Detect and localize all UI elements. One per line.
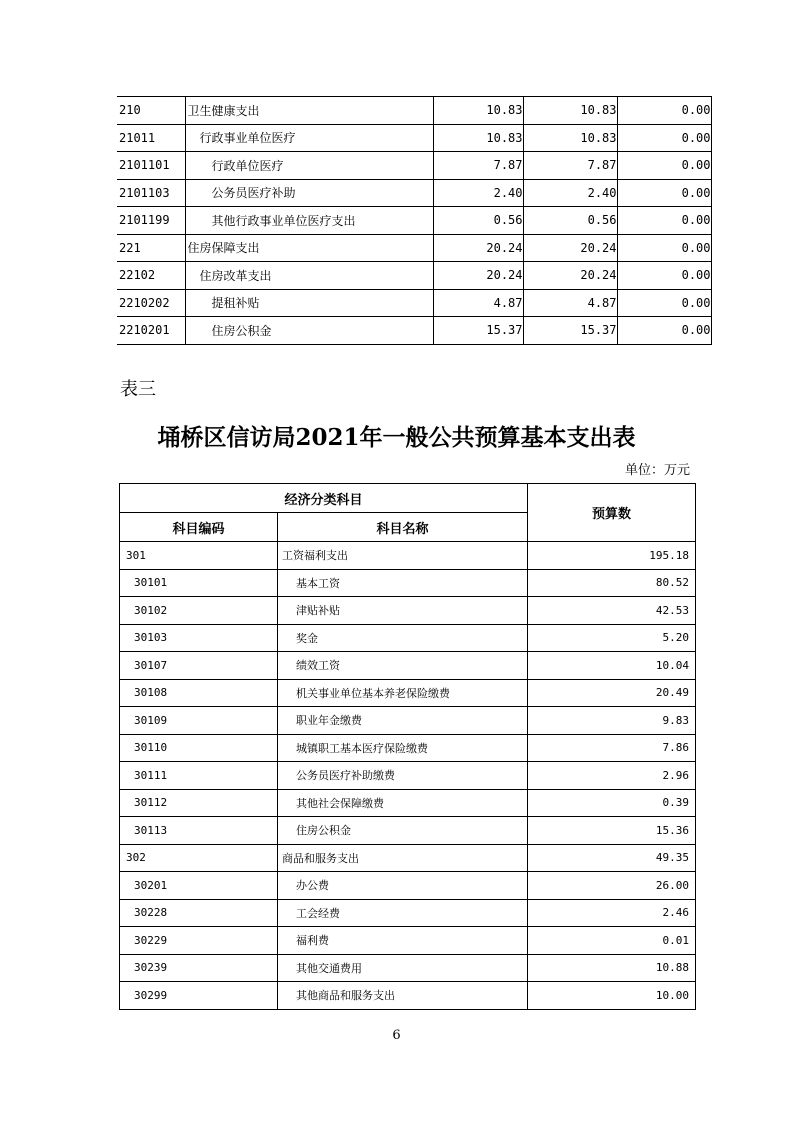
table-row xyxy=(120,954,696,982)
subject-code: 30299 xyxy=(120,982,278,1010)
section-label: 表三 xyxy=(120,379,156,400)
table-row xyxy=(120,762,696,790)
subject-name: 卫生健康支出 xyxy=(185,97,433,125)
subject-code: 30111 xyxy=(120,762,278,790)
budget-amount: 9.83 xyxy=(528,707,696,735)
subject-code: 30229 xyxy=(120,927,278,955)
subject-code: 302 xyxy=(120,844,278,872)
subject-name: 福利费 xyxy=(278,927,528,955)
table-row xyxy=(117,262,711,290)
amount-basic: 2.40 xyxy=(523,179,617,207)
subject-name: 住房改革支出 xyxy=(185,262,433,290)
table-row xyxy=(117,207,711,235)
subject-code: 301 xyxy=(120,542,278,570)
budget-amount: 0.01 xyxy=(528,927,696,955)
table-row xyxy=(120,899,696,927)
header-economic-classification: 经济分类科目 xyxy=(120,484,528,513)
header-subject-code: 科目编码 xyxy=(120,513,278,542)
amount-project: 0.00 xyxy=(617,317,711,345)
budget-amount: 0.39 xyxy=(528,789,696,817)
budget-amount: 80.52 xyxy=(528,569,696,597)
budget-amount: 26.00 xyxy=(528,872,696,900)
table-row xyxy=(120,734,696,762)
budget-amount: 10.88 xyxy=(528,954,696,982)
subject-name: 住房公积金 xyxy=(278,817,528,845)
subject-name: 机关事业单位基本养老保险缴费 xyxy=(278,679,528,707)
table-row xyxy=(120,597,696,625)
amount-total: 2.40 xyxy=(433,179,523,207)
subject-name: 公务员医疗补助 xyxy=(185,179,433,207)
amount-total: 0.56 xyxy=(433,207,523,235)
subject-code: 2101101 xyxy=(117,152,185,180)
amount-project: 0.00 xyxy=(617,234,711,262)
amount-total: 20.24 xyxy=(433,234,523,262)
subject-code: 30103 xyxy=(120,624,278,652)
budget-amount: 7.86 xyxy=(528,734,696,762)
unit-label: 单位：万元 xyxy=(624,463,690,478)
subject-code: 30101 xyxy=(120,569,278,597)
subject-name: 工资福利支出 xyxy=(278,542,528,570)
amount-project: 0.00 xyxy=(617,152,711,180)
table-row xyxy=(117,97,711,125)
table-row xyxy=(120,927,696,955)
subject-code: 30108 xyxy=(120,679,278,707)
subject-name: 其他社会保障缴费 xyxy=(278,789,528,817)
subject-name: 办公费 xyxy=(278,872,528,900)
budget-amount: 2.46 xyxy=(528,899,696,927)
budget-amount: 5.20 xyxy=(528,624,696,652)
subject-code: 221 xyxy=(117,234,185,262)
table-row xyxy=(117,124,711,152)
subject-name: 津贴补贴 xyxy=(278,597,528,625)
subject-code: 22102 xyxy=(117,262,185,290)
subject-code: 30113 xyxy=(120,817,278,845)
subject-name: 其他交通费用 xyxy=(278,954,528,982)
subject-code: 30107 xyxy=(120,652,278,680)
table2-body xyxy=(120,542,696,1010)
subject-name: 行政事业单位医疗 xyxy=(185,124,433,152)
amount-basic: 10.83 xyxy=(523,97,617,125)
table-row xyxy=(120,624,696,652)
subject-code: 2101103 xyxy=(117,179,185,207)
subject-name: 工会经费 xyxy=(278,899,528,927)
subject-code: 30201 xyxy=(120,872,278,900)
page-number: 6 xyxy=(392,1028,401,1043)
table-row xyxy=(120,844,696,872)
table1-body xyxy=(117,97,711,345)
table-row xyxy=(117,317,711,345)
subject-name: 城镇职工基本医疗保险缴费 xyxy=(278,734,528,762)
amount-project: 0.00 xyxy=(617,262,711,290)
amount-project: 0.00 xyxy=(617,179,711,207)
subject-name: 基本工资 xyxy=(278,569,528,597)
subject-name: 住房公积金 xyxy=(185,317,433,345)
subject-code: 21011 xyxy=(117,124,185,152)
subject-code: 30102 xyxy=(120,597,278,625)
header-budget-amount: 预算数 xyxy=(528,484,696,542)
subject-code: 2210202 xyxy=(117,289,185,317)
amount-total: 15.37 xyxy=(433,317,523,345)
subject-name: 奖金 xyxy=(278,624,528,652)
subject-code: 30112 xyxy=(120,789,278,817)
table2-header xyxy=(120,484,696,542)
budget-amount: 2.96 xyxy=(528,762,696,790)
amount-basic: 4.87 xyxy=(523,289,617,317)
subject-code: 30239 xyxy=(120,954,278,982)
budget-amount: 10.04 xyxy=(528,652,696,680)
subject-name: 商品和服务支出 xyxy=(278,844,528,872)
table-row xyxy=(117,179,711,207)
subject-code: 30110 xyxy=(120,734,278,762)
amount-basic: 10.83 xyxy=(523,124,617,152)
subject-name: 行政单位医疗 xyxy=(185,152,433,180)
budget-amount: 20.49 xyxy=(528,679,696,707)
amount-total: 4.87 xyxy=(433,289,523,317)
budget-amount: 10.00 xyxy=(528,982,696,1010)
table-row xyxy=(120,679,696,707)
subject-name: 其他商品和服务支出 xyxy=(278,982,528,1010)
budget-amount: 195.18 xyxy=(528,542,696,570)
amount-project: 0.00 xyxy=(617,207,711,235)
amount-basic: 15.37 xyxy=(523,317,617,345)
amount-basic: 0.56 xyxy=(523,207,617,235)
amount-basic: 20.24 xyxy=(523,234,617,262)
basic-expenditure-table xyxy=(119,483,696,1010)
amount-total: 10.83 xyxy=(433,97,523,125)
subject-name: 其他行政事业单位医疗支出 xyxy=(185,207,433,235)
amount-project: 0.00 xyxy=(617,289,711,317)
subject-name: 绩效工资 xyxy=(278,652,528,680)
amount-project: 0.00 xyxy=(617,97,711,125)
table-row xyxy=(117,152,711,180)
page-title: 埇桥区信访局2021年一般公共预算基本支出表 xyxy=(157,424,636,451)
subject-code: 2101199 xyxy=(117,207,185,235)
subject-code: 30109 xyxy=(120,707,278,735)
budget-amount: 49.35 xyxy=(528,844,696,872)
subject-name: 职业年金缴费 xyxy=(278,707,528,735)
table-row xyxy=(117,289,711,317)
table-row xyxy=(120,707,696,735)
amount-total: 10.83 xyxy=(433,124,523,152)
amount-project: 0.00 xyxy=(617,124,711,152)
subject-code: 30228 xyxy=(120,899,278,927)
amount-total: 7.87 xyxy=(433,152,523,180)
table-row xyxy=(120,652,696,680)
table-row xyxy=(120,789,696,817)
amount-basic: 20.24 xyxy=(523,262,617,290)
budget-amount: 42.53 xyxy=(528,597,696,625)
budget-amount: 15.36 xyxy=(528,817,696,845)
table-row xyxy=(120,569,696,597)
subject-name: 提租补贴 xyxy=(185,289,433,317)
amount-total: 20.24 xyxy=(433,262,523,290)
header-subject-name: 科目名称 xyxy=(278,513,528,542)
subject-name: 公务员医疗补助缴费 xyxy=(278,762,528,790)
health-housing-expenditure-table xyxy=(117,96,712,345)
table-row xyxy=(117,234,711,262)
subject-code: 2210201 xyxy=(117,317,185,345)
subject-name: 住房保障支出 xyxy=(185,234,433,262)
amount-basic: 7.87 xyxy=(523,152,617,180)
table-row xyxy=(120,542,696,570)
table-row xyxy=(120,982,696,1010)
table-row xyxy=(120,872,696,900)
table-row xyxy=(120,817,696,845)
subject-code: 210 xyxy=(117,97,185,125)
